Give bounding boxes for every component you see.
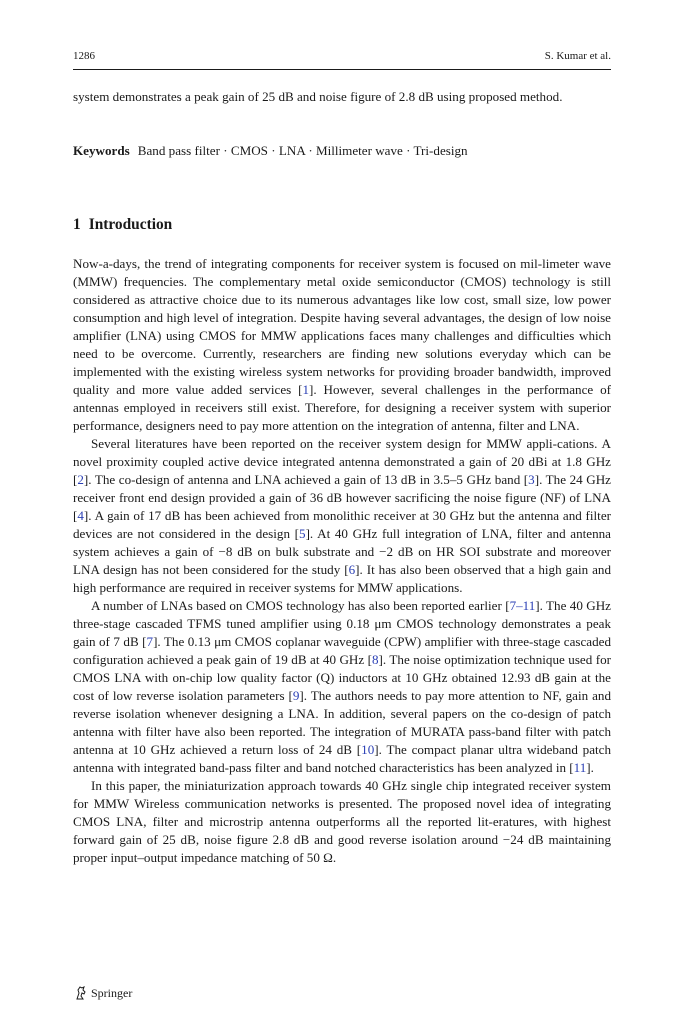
paragraph-text: ]. The noise optimization technique used for CMOS LNA with on-chip low quality factor (Q) inductors at 10 GHz obtained 12.93 dB gain at the cost of low reverse isolation parameters [ [73,652,611,703]
body-text [73,255,611,867]
paragraph-text: A number of LNAs based on CMOS technology has also been reported earlier [ [91,598,510,613]
paragraph-text: ]. The co-design of antenna and LNA achieved a gain of 13 dB in 3.5–5 GHz band [ [83,472,529,487]
paragraph [73,597,611,777]
paragraph [73,435,611,597]
citation-link[interactable]: 7–11 [509,598,536,613]
citation-link[interactable]: 3 [528,472,535,487]
springer-horse-icon [74,985,88,1001]
paragraph-text: ]. A gain of 17 dB has been achieved from monolithic receiver at 30 GHz but the antenna and filter devices are not considered in the design [ [73,508,611,541]
paragraph [73,777,611,867]
running-header [73,50,611,64]
publisher-footer [74,985,132,1001]
citation-link[interactable]: 11 [573,760,587,775]
header-rule [73,69,611,70]
keywords [73,143,611,159]
paragraph-text: ]. At 40 GHz full integration of LNA, filter and antenna system achieves a gain of −8 dB on bulk substrate and −2 dB on HR SOI substrate and moreover LNA design has not been considered for the study [ [73,526,611,577]
paragraph-text: Several literatures have been reported on the receiver system design for MMW appli-cations. A novel proximity coupled active device integrated antenna demonstrated a gain of 20 dBi at 1.8 GHz [ [73,436,611,487]
paragraph-text: ]. The authors needs to pay more attention to NF, gain and reverse isolation whenever designing a LNA. In addition, several papers on the co-design of patch antenna with filter have also been reported. The integration of MURATA pass-band filter with patch antenna at 10 GHz achieved a return loss of 24 dB [ [73,688,611,757]
paragraph-text: ]. However, several challenges in the performance of antennas employed in receivers still exist. Therefore, for designing a receiver system with superior performance, designers need to pay more attention on the integration of antenna, filter and LNA. [73,382,611,433]
keywords-text: Band pass filter · CMOS · LNA · Millimeter wave · Tri-design [137,143,468,158]
abstract-tail: system demonstrates a peak gain of 25 dB and noise figure of 2.8 dB using proposed method. [73,89,563,104]
page-number: 1286 [73,50,95,62]
citation-link[interactable]: 7 [146,634,154,649]
publisher-name: Springer [91,985,133,1000]
section-heading [73,216,172,234]
citation-link[interactable]: 10 [361,742,375,757]
paragraph-text: ]. [586,760,594,775]
keywords-label: Keywords [73,143,130,158]
paragraph-text: ]. It has also been observed that a high gain and high performance are required in receiver systems for MMW applications. [73,562,611,595]
paragraph-text: In this paper, the miniaturization approach towards 40 GHz single chip integrated receiver system for MMW Wireless communication networks is presented. The proposed novel idea of integrating CMOS LNA, filter and microstrip antenna outperforms all the reported lit-eratures, with highest forward gain of 25 dB, noise figure 2.8 dB and good reverse isolation around −24 dB maintaining proper input–output impedance matching of 50 Ω. [73,778,611,865]
citation-link[interactable]: 1 [302,382,310,397]
section-number: 1 [73,216,81,233]
paragraph-text: ]. The compact planar ultra wideband patch antenna with integrated band-pass filter and band notched characteristics has been analyzed in [ [73,742,612,775]
citation-link[interactable]: 2 [77,472,84,487]
citation-link[interactable]: 5 [299,526,306,541]
paragraph-text: Now-a-days, the trend of integrating components for receiver system is focused on mil-limeter wave (MMW) frequencies. The complementary metal oxide semiconductor (CMOS) technology is still considered as attractive choice due to its numerous advantages like low cost, small size, low power consumption and high level of integration. Despite having several advantages, the design of low noise amplifier (LNA) using CMOS for MMW applications faces many challenges and difficulties which need to be overcome. Currently, researchers are finding new solutions everyday which can be implemented with the existing wireless system networks for providing broader bandwidth, improved quality and more value added services [ [73,256,611,397]
running-authors: S. Kumar et al. [544,50,611,62]
paragraph-text: ]. The 24 GHz receiver front end design provided a gain of 36 dB however sacrificing the noise figure (NF) of LNA [ [73,472,611,523]
citation-link[interactable]: 6 [348,562,356,577]
paragraph-text: ]. The 40 GHz three-stage cascaded TFMS tuned amplifier using 0.18 μm CMOS technology demonstrates a peak gain of 7 dB [ [73,598,611,649]
citation-link[interactable]: 4 [77,508,84,523]
citation-link[interactable]: 8 [372,652,379,667]
citation-link[interactable]: 9 [292,688,300,703]
paragraph [73,255,611,435]
paragraph-text: ]. The 0.13 μm CMOS coplanar waveguide (CPW) amplifier with three-stage cascaded configuration achieved a peak gain of 19 dB at 40 GHz [ [73,634,612,667]
section-title: Introduction [88,216,173,233]
